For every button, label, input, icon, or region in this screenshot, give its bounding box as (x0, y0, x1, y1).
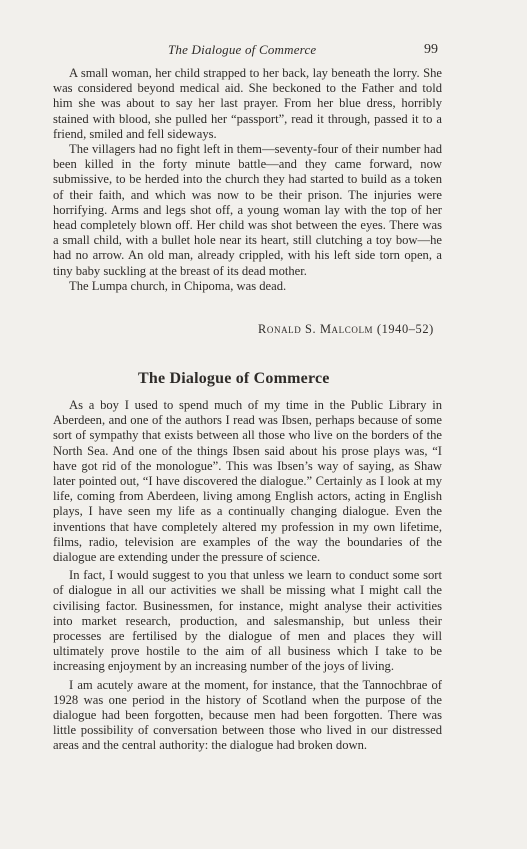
running-head: The Dialogue of Commerce (168, 42, 317, 57)
story-text (53, 66, 442, 294)
story-paragraph: The Lumpa church, in Chipoma, was dead. (69, 278, 287, 293)
essay-paragraph: In fact, I would suggest to you that unless we learn to conduct some sort of dialogue in all our activities we shall be missing what I might call the civilising factor. Businessmen, for instance, might analyse their activities into market research, production, and salesmanship, but unless their processes are fertilised by the dialogue of men and places they will ultimately prove hostile to the aim of all business which I take to be increasing enjoyment by an increasing number of the joys of living. (53, 568, 442, 674)
essay-paragraph: As a boy I used to spend much of my time in the Public Library in Aberdeen, and one of the authors I read was Ibsen, perhaps because of some sort of sympathy that exists between all those who live on the borders of the North Sea. And one of the things Ibsen said about his prose plays was, “I have got rid of the monologue”. This was Ibsen’s way of saying, as Shaw later pointed out, “I have discovered the dialogue.” Certainly as I look at my life, coming from Aberdeen, living among English actors, acting in English plays, I have seen my life as a continually changing dialogue. Even the inventions that have completely altered my profession in my own lifetime, films, radio, television are examples of the way the boundaries of the dialogue are extending under the pressure of science. (53, 398, 442, 565)
story-paragraph: The villagers had no fight left in them—seventy-four of their number had been killed in the forty minute battle—and they came forward, now submissive, to be herded into the church they had started to build as a token of their faith, and which was now to be their prison. The injuries were horrifying. Arms and legs shot off, a young woman lay with the top of her head completely blown off. Her child was shot between the eyes. There was a small child, with a bullet hole near its heart, still clutching a toy bow—he had no arrow. An old man, already crippled, with his left side torn open, a tiny baby suckling at the breast of its dead mother. (53, 142, 442, 278)
essay-text (53, 398, 442, 754)
page-number: 99 (424, 42, 438, 57)
story-paragraph: A small woman, her child strapped to her back, lay beneath the lorry. She was considered beyond medical aid. She beckoned to the Father and told him she was about to say her last prayer. From her blue dress, horribly stained with blood, she pulled her “passport”, read it through, passed it to a friend, smiled and fell sideways. (53, 66, 442, 141)
section-title: The Dialogue of Commerce (138, 370, 330, 387)
author-signature: Ronald S. Malcolm (1940–52) (258, 322, 434, 336)
essay-paragraph: I am acutely aware at the moment, for instance, that the Tannochbrae of 1928 was one period in the history of Scotland when the purpose of the dialogue had been forgotten, because men had been forgotten. There was little possibility of conversation between those who lived in our distressed areas and the central authority: the dialogue had broken down. (53, 677, 442, 753)
